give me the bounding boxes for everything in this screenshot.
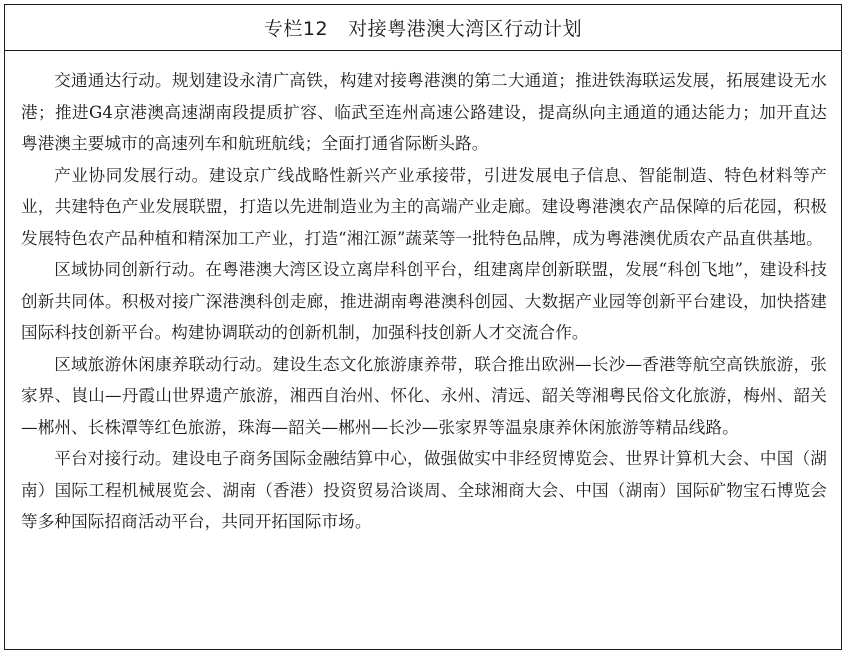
column-box [4,4,842,650]
paragraph-body: 在粤港澳大湾区设立离岸科创平台，组建离岸创新联盟，发展“科创飞地”，建设科技创新共同体。积极对接广深港澳科创走廊，推进湖南粤港澳科创园、大数据产业园等创新平台建设，加快搭建国际科技创新平台。构建协调联动的创新机制，加强科技创新人才交流合作。 [21,260,827,342]
paragraph-lead: 交通通达行动。 [54,71,172,90]
paragraph-body: 规划建设永清广高铁，构建对接粤港澳的第二大通道；推进铁海联运发展，拓展建设无水港；推进G4京港澳高速湖南段提质扩容、临武至连州高速公路建设，提高纵向主通道的通达能力；加开直达粤港澳主要城市的高速列车和航班航线；全面打通省际断头路。 [21,71,827,153]
paragraph-body: 建设生态文化旅游康养带，联合推出欧洲—长沙—香港等航空高铁旅游，张家界、崀山—丹霞山世界遗产旅游，湘西自治州、怀化、永州、清远、韶关等湘粤民俗文化旅游，梅州、韶关—郴州、长株潭等红色旅游，珠海—韶关—郴州—长沙—张家界等温泉康养休闲旅游等精品线路。 [21,354,827,437]
column-number: 专栏12 [263,18,329,40]
column-title [5,5,841,51]
paragraph-body: 建设电子商务国际金融结算中心，做强做实中非经贸博览会、世界计算机大会、中国（湖南）国际工程机械展览会、湖南（香港）投资贸易洽谈周、全球湘商大会、中国（湖南）国际矿物宝石博览会等多种国际招商活动平台，共同开拓国际市场。 [21,449,827,531]
paragraph-lead: 平台对接行动。 [54,449,172,468]
paragraph-lead: 区域协同创新行动。 [54,260,206,279]
paragraph-tourism [21,349,827,444]
column-content [5,51,841,538]
paragraph-platform [21,443,827,538]
paragraph-lead: 产业协同发展行动。 [54,165,209,185]
column-title-text: 对接粤港澳大湾区行动计划 [348,18,583,40]
paragraph-industry [21,160,827,255]
paragraph-transport [21,65,827,160]
paragraph-lead: 区域旅游休闲康养联动行动。 [54,354,273,374]
paragraph-body: 建设京广线战略性新兴产业承接带，引进发展电子信息、智能制造、特色材料等产业，共建特色产业发展联盟，打造以先进制造业为主的高端产业走廊。建设粤港澳农产品保障的后花园，积极发展特色农产品种植和精深加工产业，打造“湘江源”蔬菜等一批特色品牌，成为粤港澳优质农产品直供基地。 [21,165,827,248]
paragraph-innovation [21,254,827,349]
